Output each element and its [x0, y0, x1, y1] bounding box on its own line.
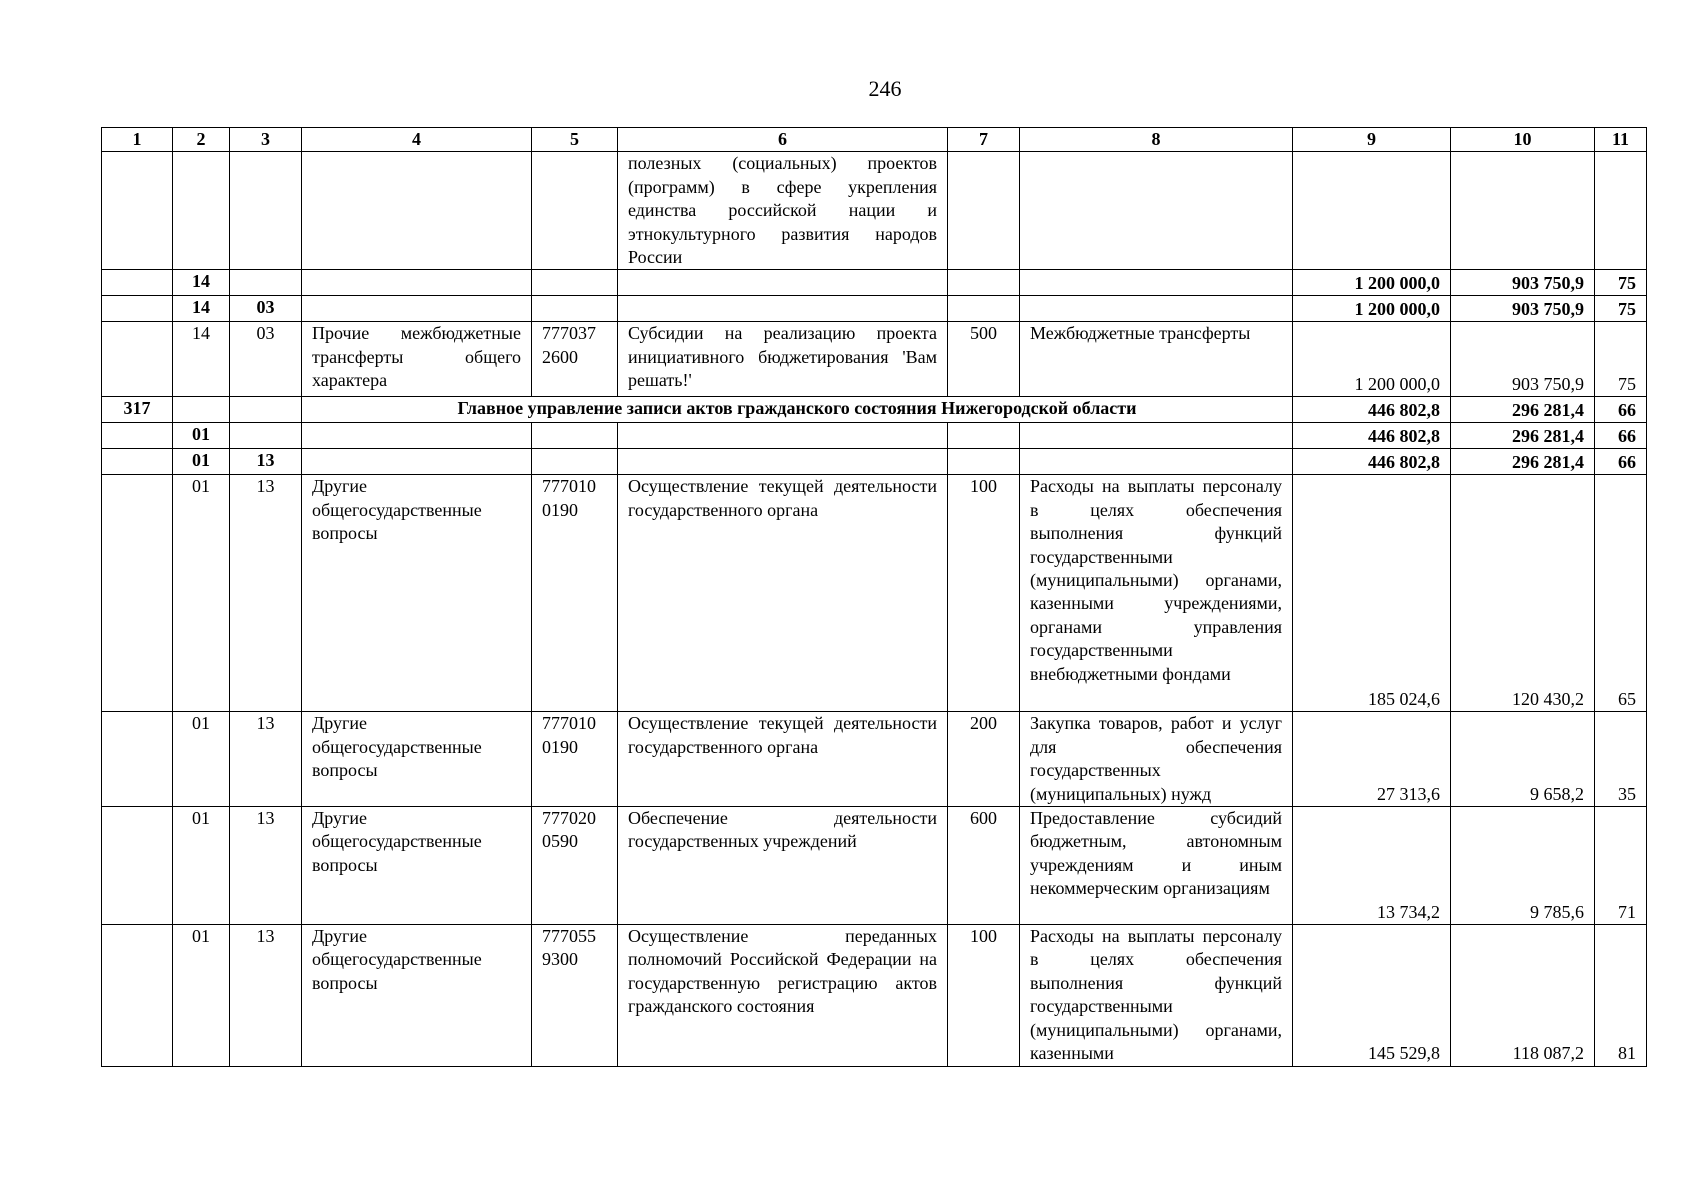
code-part-2: 2600 — [542, 346, 578, 367]
table-row — [102, 322, 1647, 397]
cell-col3 — [230, 270, 302, 296]
cell-col2: 14 — [173, 270, 230, 296]
cell-col11: 66 — [1595, 449, 1647, 475]
cell-col10: 118 087,2 — [1451, 925, 1595, 1066]
cell-col5 — [532, 925, 618, 1066]
cell-col8: Расходы на выплаты персоналу в целях обеспечения выполнения функций государственными (муниципальными) органами, казенными учреждениями, органами управления государственными внебюджетными фондами — [1020, 475, 1293, 712]
column-header: 2 — [173, 128, 230, 152]
cell-col7: 600 — [948, 807, 1020, 925]
cell-col8: Предоставление субсидий бюджетным, автономным учреждениям и иным некоммерческим организациям — [1020, 807, 1293, 925]
cell-col6: Субсидии на реализацию проекта инициативного бюджетирования 'Вам решать!' — [618, 322, 948, 397]
cell-col9: 446 802,8 — [1293, 423, 1451, 449]
cell-col1 — [102, 270, 173, 296]
cell-col9: 145 529,8 — [1293, 925, 1451, 1066]
code-part-2: 0190 — [542, 736, 578, 757]
cell-col7: 100 — [948, 475, 1020, 712]
cell-col10: 903 750,9 — [1451, 296, 1595, 322]
cell-col8 — [1020, 296, 1293, 322]
cell-col8: Закупка товаров, работ и услуг для обеспечения государственных (муниципальных) нужд — [1020, 712, 1293, 807]
cell-col9: 446 802,8 — [1293, 449, 1451, 475]
cell-col2: 14 — [173, 296, 230, 322]
table-row — [102, 475, 1647, 712]
cell-col9: 1 200 000,0 — [1293, 270, 1451, 296]
cell-col5 — [532, 712, 618, 807]
cell-col2: 01 — [173, 449, 230, 475]
cell-col3 — [230, 152, 302, 270]
cell-col3: 03 — [230, 322, 302, 397]
cell-col4: Прочие межбюджетные трансферты общего характера — [302, 322, 532, 397]
section-title: Главное управление записи актов гражданского состояния Нижегородской области — [302, 397, 1293, 423]
column-header: 10 — [1451, 128, 1595, 152]
cell-col11: 35 — [1595, 712, 1647, 807]
code-part-1: 777020 — [542, 808, 596, 829]
cell-col4: Другие общегосударственные вопросы — [302, 925, 532, 1066]
cell-col8 — [1020, 449, 1293, 475]
cell-col11: 71 — [1595, 807, 1647, 925]
cell-col4: Другие общегосударственные вопросы — [302, 475, 532, 712]
cell-col5 — [532, 152, 618, 270]
cell-col10 — [1451, 152, 1595, 270]
cell-col11: 66 — [1595, 423, 1647, 449]
cell-col2: 01 — [173, 423, 230, 449]
budget-table — [101, 127, 1647, 1067]
cell-col8: Межбюджетные трансферты — [1020, 322, 1293, 397]
cell-col2 — [173, 397, 230, 423]
subtotal-row — [102, 296, 1647, 322]
cell-col6: Осуществление переданных полномочий Российской Федерации на государственную регистрацию актов гражданского состояния — [618, 925, 948, 1066]
cell-col9: 1 200 000,0 — [1293, 322, 1451, 397]
cell-col3: 13 — [230, 925, 302, 1066]
cell-col9: 13 734,2 — [1293, 807, 1451, 925]
cell-col7 — [948, 296, 1020, 322]
cell-col8 — [1020, 423, 1293, 449]
cell-col11: 75 — [1595, 270, 1647, 296]
column-header: 9 — [1293, 128, 1451, 152]
cell-col7: 500 — [948, 322, 1020, 397]
cell-col1 — [102, 152, 173, 270]
cell-col6: Обеспечение деятельности государственных учреждений — [618, 807, 948, 925]
cell-col10: 903 750,9 — [1451, 270, 1595, 296]
code-part-1: 777010 — [542, 476, 596, 497]
cell-col4 — [302, 270, 532, 296]
cell-col6 — [618, 270, 948, 296]
column-header: 7 — [948, 128, 1020, 152]
cell-col9: 185 024,6 — [1293, 475, 1451, 712]
code-part-1: 777037 — [542, 323, 596, 344]
cell-col3 — [230, 423, 302, 449]
cell-col7: 100 — [948, 925, 1020, 1066]
cell-col5 — [532, 423, 618, 449]
cell-col11: 81 — [1595, 925, 1647, 1066]
column-header: 8 — [1020, 128, 1293, 152]
code-part-2: 0190 — [542, 499, 578, 520]
cell-col9: 1 200 000,0 — [1293, 296, 1451, 322]
page-number: 246 — [868, 76, 902, 101]
cell-col3: 13 — [230, 449, 302, 475]
cell-col2: 01 — [173, 712, 230, 807]
cell-col5 — [532, 322, 618, 397]
subtotal-row — [102, 449, 1647, 475]
cell-col5 — [532, 807, 618, 925]
table-row — [102, 152, 1647, 270]
cell-col10: 9 658,2 — [1451, 712, 1595, 807]
column-header: 5 — [532, 128, 618, 152]
cell-col2 — [173, 152, 230, 270]
cell-col10: 903 750,9 — [1451, 322, 1595, 397]
cell-col6 — [618, 449, 948, 475]
column-header: 4 — [302, 128, 532, 152]
cell-col1 — [102, 423, 173, 449]
cell-col9: 27 313,6 — [1293, 712, 1451, 807]
table-row — [102, 807, 1647, 925]
cell-col7 — [948, 152, 1020, 270]
cell-col1 — [102, 322, 173, 397]
cell-col7: 200 — [948, 712, 1020, 807]
cell-col1 — [102, 475, 173, 712]
cell-col1 — [102, 296, 173, 322]
table-row — [102, 925, 1647, 1066]
cell-col11: 66 — [1595, 397, 1647, 423]
cell-col2: 01 — [173, 807, 230, 925]
cell-col4: Другие общегосударственные вопросы — [302, 807, 532, 925]
cell-col5 — [532, 296, 618, 322]
cell-col4 — [302, 449, 532, 475]
cell-col10: 296 281,4 — [1451, 423, 1595, 449]
cell-col4: Другие общегосударственные вопросы — [302, 712, 532, 807]
cell-col3: 13 — [230, 712, 302, 807]
cell-col9: 446 802,8 — [1293, 397, 1451, 423]
cell-col1: 317 — [102, 397, 173, 423]
cell-col6: Осуществление текущей деятельности государственного органа — [618, 475, 948, 712]
cell-col10: 9 785,6 — [1451, 807, 1595, 925]
cell-col5 — [532, 475, 618, 712]
cell-col1 — [102, 925, 173, 1066]
cell-col1 — [102, 807, 173, 925]
subtotal-row — [102, 423, 1647, 449]
cell-col1 — [102, 712, 173, 807]
cell-col9 — [1293, 152, 1451, 270]
cell-col8: Расходы на выплаты персоналу в целях обеспечения выполнения функций государственными (муниципальными) органами, казенными — [1020, 925, 1293, 1066]
subtotal-row — [102, 270, 1647, 296]
cell-col7 — [948, 449, 1020, 475]
cell-col6 — [618, 296, 948, 322]
cell-col2: 01 — [173, 925, 230, 1066]
cell-col3: 13 — [230, 475, 302, 712]
cell-col4 — [302, 152, 532, 270]
code-part-2: 9300 — [542, 949, 578, 970]
column-number-header-row — [102, 128, 1647, 152]
column-header: 1 — [102, 128, 173, 152]
cell-col8 — [1020, 152, 1293, 270]
cell-col4 — [302, 423, 532, 449]
cell-col10: 120 430,2 — [1451, 475, 1595, 712]
column-header: 6 — [618, 128, 948, 152]
cell-col5 — [532, 270, 618, 296]
cell-col10: 296 281,4 — [1451, 397, 1595, 423]
cell-col11: 65 — [1595, 475, 1647, 712]
cell-col3: 03 — [230, 296, 302, 322]
code-part-1: 777010 — [542, 713, 596, 734]
cell-col4 — [302, 296, 532, 322]
code-part-1: 777055 — [542, 926, 596, 947]
cell-col1 — [102, 449, 173, 475]
section-row — [102, 397, 1647, 423]
cell-col11: 75 — [1595, 322, 1647, 397]
cell-col11 — [1595, 152, 1647, 270]
cell-col7 — [948, 270, 1020, 296]
cell-col6: Осуществление текущей деятельности государственного органа — [618, 712, 948, 807]
code-part-2: 0590 — [542, 831, 578, 852]
cell-col5 — [532, 449, 618, 475]
cell-col3: 13 — [230, 807, 302, 925]
column-header: 3 — [230, 128, 302, 152]
cell-col8 — [1020, 270, 1293, 296]
cell-col6: полезных (социальных) проектов (программ) в сфере укрепления единства российской нации и этнокультурного развития народов России — [618, 152, 948, 270]
table-row — [102, 712, 1647, 807]
cell-col2: 01 — [173, 475, 230, 712]
cell-col10: 296 281,4 — [1451, 449, 1595, 475]
cell-col2: 14 — [173, 322, 230, 397]
cell-col11: 75 — [1595, 296, 1647, 322]
cell-col6 — [618, 423, 948, 449]
cell-col7 — [948, 423, 1020, 449]
column-header: 11 — [1595, 128, 1647, 152]
cell-col3 — [230, 397, 302, 423]
